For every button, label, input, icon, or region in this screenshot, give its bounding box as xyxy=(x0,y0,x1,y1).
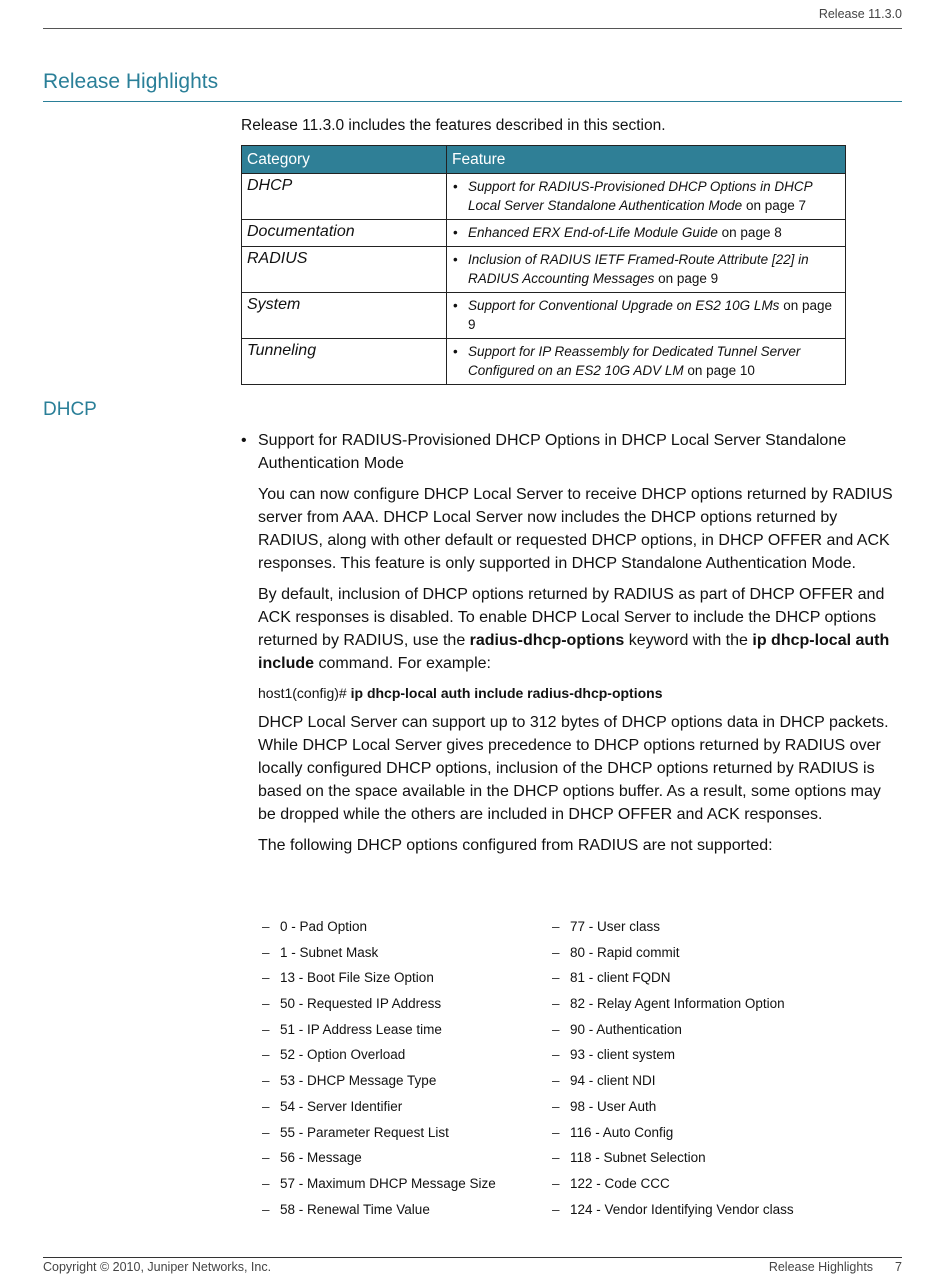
list-item xyxy=(552,967,872,993)
list-item xyxy=(552,1019,872,1045)
dash-icon: – xyxy=(552,1150,560,1166)
option-label: 77 - User class xyxy=(570,919,661,934)
header-feature: Feature xyxy=(447,146,846,174)
bullet-icon: • xyxy=(241,432,247,449)
page-ref: on page 8 xyxy=(717,225,782,240)
bullet-icon: • xyxy=(453,225,458,240)
category-cell: RADIUS xyxy=(242,247,447,293)
feature-cell xyxy=(447,339,846,385)
footer-section: Release Highlights xyxy=(768,1260,874,1274)
category-cell: DHCP xyxy=(242,174,447,220)
list-item xyxy=(262,1070,542,1096)
unsupported-options-left xyxy=(262,916,542,1224)
bullet-icon: • xyxy=(453,344,458,359)
list-item xyxy=(552,1147,872,1173)
list-item xyxy=(552,993,872,1019)
section-rule xyxy=(43,101,902,102)
dash-icon: – xyxy=(552,1073,560,1089)
dhcp-feature-body xyxy=(258,429,898,865)
section-intro: Release 11.3.0 includes the features described in this section. xyxy=(241,117,666,134)
bullet-icon: • xyxy=(453,298,458,313)
highlights-table xyxy=(241,145,846,385)
option-label: 94 - client NDI xyxy=(570,1073,656,1089)
running-head: Release 11.3.0 xyxy=(818,7,902,21)
bullet-icon: • xyxy=(453,179,458,194)
table-header-row xyxy=(242,146,846,174)
header-category: Category xyxy=(242,146,447,174)
list-item xyxy=(552,1122,872,1148)
section-title: Release Highlights xyxy=(43,70,219,93)
dash-icon: – xyxy=(552,996,560,1012)
option-label: 13 - Boot File Size Option xyxy=(280,970,434,986)
paragraph-2-text-2: keyword with the xyxy=(624,632,753,649)
dash-icon: – xyxy=(262,1201,270,1217)
option-label: 93 - client system xyxy=(570,1047,676,1063)
dash-icon: – xyxy=(262,944,270,960)
page-ref: on page 9 xyxy=(654,271,719,286)
header-rule xyxy=(43,28,902,29)
option-label: 57 - Maximum DHCP Message Size xyxy=(280,1175,496,1191)
dhcp-section-title: DHCP xyxy=(43,399,97,420)
dash-icon: – xyxy=(262,1175,270,1191)
option-label: 54 - Server Identifier xyxy=(280,1098,403,1114)
feature-link[interactable]: Support for IP Reassembly for Dedicated Tunnel Server Configured on an ES2 10G ADV LM xyxy=(468,344,801,378)
list-item xyxy=(262,1044,542,1070)
option-label: 53 - DHCP Message Type xyxy=(280,1073,437,1089)
feature-item xyxy=(452,342,840,380)
page-ref: on page 10 xyxy=(683,363,755,378)
list-item xyxy=(262,967,542,993)
dash-icon: – xyxy=(552,1098,560,1114)
feature-cell xyxy=(447,174,846,220)
list-item xyxy=(552,1070,872,1096)
option-label: 98 - User Auth xyxy=(570,1098,657,1114)
dash-icon: – xyxy=(262,1098,270,1114)
list-item xyxy=(262,1019,542,1045)
keyword-radius-dhcp-options: radius-dhcp-options xyxy=(469,632,625,649)
option-label: 82 - Relay Agent Information Option xyxy=(570,996,785,1012)
option-label: 116 - Auto Config xyxy=(570,1124,674,1140)
dash-icon: – xyxy=(552,1175,560,1191)
table-row xyxy=(242,247,846,293)
feature-link[interactable]: Inclusion of RADIUS IETF Framed-Route Attribute [22] in RADIUS Accounting Messages xyxy=(468,252,809,286)
option-label: 52 - Option Overload xyxy=(280,1047,406,1063)
footer-rule xyxy=(43,1257,902,1258)
list-item xyxy=(552,1096,872,1122)
dash-icon: – xyxy=(552,970,560,986)
option-label: 56 - Message xyxy=(280,1150,362,1166)
option-label: 118 - Subnet Selection xyxy=(570,1150,706,1166)
list-item xyxy=(552,942,872,968)
feature-link[interactable]: Enhanced ERX End-of-Life Module Guide xyxy=(468,225,718,240)
page-ref: on page 7 xyxy=(742,198,806,213)
dash-icon: – xyxy=(262,970,270,986)
command-example xyxy=(258,683,898,703)
paragraph-2-text-1: By default, inclusion of DHCP options returned by RADIUS as part of DHCP OFFER and ACK responses is disabled. To enable DHCP Local Server to include the DHCP options returned by RADIUS, use the xyxy=(258,586,885,649)
option-label: 58 - Renewal Time Value xyxy=(280,1201,430,1217)
option-label: 80 - Rapid commit xyxy=(570,944,680,960)
dash-icon: – xyxy=(552,1124,560,1140)
feature-item xyxy=(452,250,840,288)
list-item xyxy=(552,1173,872,1199)
command-name: ip dhcp-local auth include xyxy=(258,632,890,672)
option-label: 90 - Authentication xyxy=(570,1021,682,1037)
command-text: ip dhcp-local auth include radius-dhcp-options xyxy=(350,685,663,701)
list-item xyxy=(262,1199,542,1225)
command-prompt: host1(config)# xyxy=(258,685,351,701)
option-label: 55 - Parameter Request List xyxy=(280,1124,449,1140)
footer-right xyxy=(769,1260,902,1274)
feature-link[interactable]: Support for Conventional Upgrade on ES2 10G LMs xyxy=(468,298,780,313)
option-label: 51 - IP Address Lease time xyxy=(280,1021,442,1037)
dash-icon: – xyxy=(262,1021,270,1037)
feature-cell xyxy=(447,220,846,247)
option-label: 124 - Vendor Identifying Vendor class xyxy=(570,1201,794,1217)
unsupported-options-right xyxy=(552,916,872,1224)
page-number: 7 xyxy=(895,1260,902,1274)
dash-icon: – xyxy=(262,1073,270,1089)
dash-icon: – xyxy=(262,1124,270,1140)
list-item xyxy=(262,916,542,942)
paragraph-3: DHCP Local Server can support up to 312 bytes of DHCP options data in DHCP packets. While DHCP Local Server gives precedence to DHCP options returned by RADIUS over locally configured DHCP options, inclusion of the DHCP options returned by RADIUS is based on the space available in the DHCP options buffer. As a result, some options may be dropped while the others are included in DHCP OFFER and ACK responses. xyxy=(258,714,889,823)
bullet-icon: • xyxy=(453,252,458,267)
paragraph-4: The following DHCP options configured from RADIUS are not supported: xyxy=(258,837,773,854)
list-item xyxy=(262,993,542,1019)
dash-icon: – xyxy=(552,919,560,934)
list-item xyxy=(552,1044,872,1070)
dash-icon: – xyxy=(552,1201,560,1217)
table-row xyxy=(242,220,846,247)
feature-link[interactable]: Support for RADIUS-Provisioned DHCP Options in DHCP Local Server Standalone Authentication Mode xyxy=(468,179,813,213)
dash-icon: – xyxy=(552,944,560,960)
page-ref: on page 9 xyxy=(468,298,832,332)
feature-cell xyxy=(447,293,846,339)
list-item xyxy=(262,1096,542,1122)
option-label: 81 - client FQDN xyxy=(570,970,671,986)
category-cell: Documentation xyxy=(242,220,447,247)
option-label: 1 - Subnet Mask xyxy=(280,944,379,960)
table-row xyxy=(242,339,846,385)
category-cell: Tunneling xyxy=(242,339,447,385)
footer-copyright: Copyright © 2010, Juniper Networks, Inc. xyxy=(43,1260,272,1274)
list-item xyxy=(262,942,542,968)
paragraph-1: You can now configure DHCP Local Server to receive DHCP options returned by RADIUS server from AAA. DHCP Local Server now includes the DHCP options returned by RADIUS, along with other default or requested DHCP options, in DHCP OFFER and ACK responses. This feature is only supported in DHCP Standalone Authentication Mode. xyxy=(258,486,893,572)
dash-icon: – xyxy=(262,996,270,1012)
dash-icon: – xyxy=(262,1047,270,1063)
paragraph-2-text-3: command. For example: xyxy=(314,655,491,672)
feature-heading: Support for RADIUS-Provisioned DHCP Options in DHCP Local Server Standalone Authentication Mode xyxy=(258,432,847,472)
feature-cell xyxy=(447,247,846,293)
option-label: 122 - Code CCC xyxy=(570,1175,670,1191)
option-label: 50 - Requested IP Address xyxy=(280,996,442,1012)
list-item xyxy=(552,916,872,942)
table-row xyxy=(242,174,846,220)
feature-item xyxy=(452,223,840,242)
list-item xyxy=(552,1199,872,1225)
paragraph-2 xyxy=(258,583,898,675)
table-row xyxy=(242,293,846,339)
feature-item xyxy=(452,296,840,334)
list-item xyxy=(262,1173,542,1199)
list-item xyxy=(262,1147,542,1173)
dash-icon: – xyxy=(262,919,270,934)
dash-icon: – xyxy=(552,1047,560,1063)
dash-icon: – xyxy=(552,1021,560,1037)
list-item xyxy=(262,1122,542,1148)
feature-item xyxy=(452,177,840,215)
dash-icon: – xyxy=(262,1150,270,1166)
option-label: 0 - Pad Option xyxy=(280,919,368,934)
category-cell: System xyxy=(242,293,447,339)
